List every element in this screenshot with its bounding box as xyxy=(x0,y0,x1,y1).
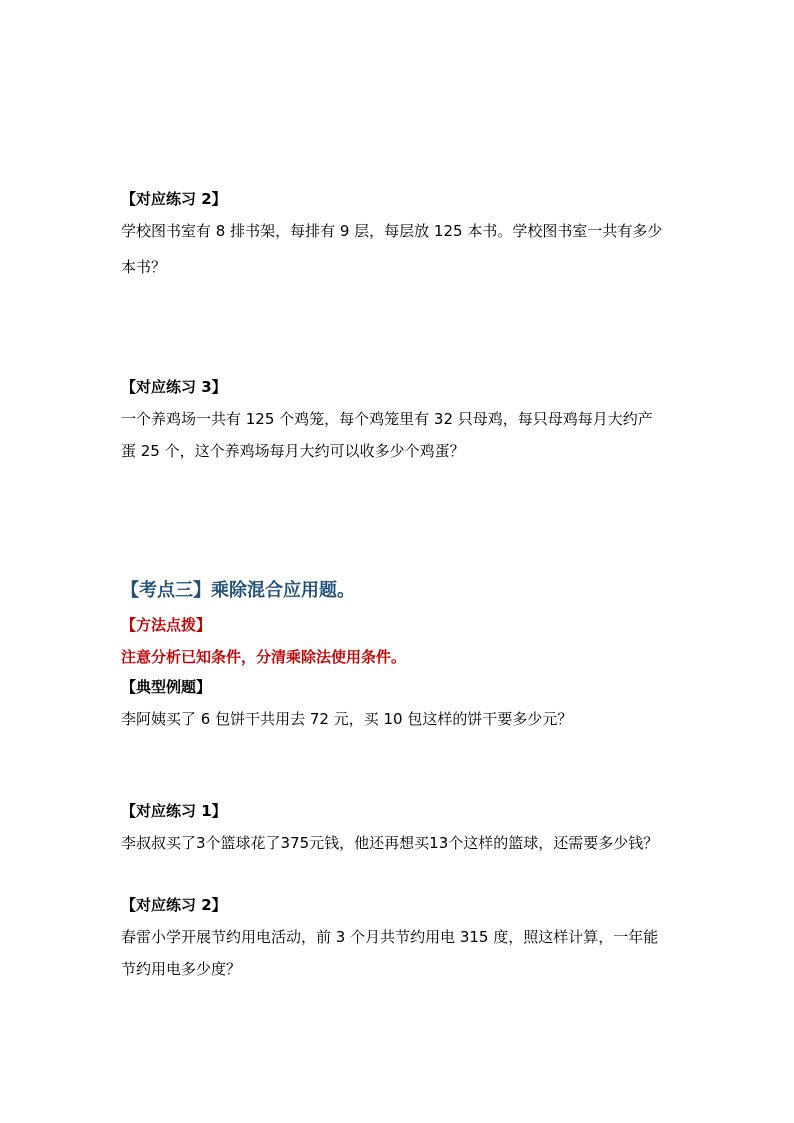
practice-b2-question-line-1: 春雷小学开展节约用电活动，前 3 个月共节约用电 315 度，照这样计算，一年能 xyxy=(121,928,659,946)
practice-b1-question: 李叔叔买了3个篮球花了375元钱，他还再想买13个这样的篮球，还需要多少钱？ xyxy=(121,834,659,852)
practice-2-question-line-2: 本书？ xyxy=(121,258,167,276)
practice-2-heading: 【对应练习 2】 xyxy=(121,190,227,208)
practice-b1-heading: 【对应练习 1】 xyxy=(121,802,227,820)
method-heading: 【方法点拨】 xyxy=(121,616,212,634)
practice-3-question-line-2: 蛋 25 个，这个养鸡场每月大约可以收多少个鸡蛋？ xyxy=(121,442,465,460)
practice-b2-question-line-2: 节约用电多少度？ xyxy=(121,960,242,978)
example-heading: 【典型例题】 xyxy=(121,678,212,696)
example-question: 李阿姨买了 6 包饼干共用去 72 元，买 10 包这样的饼干要多少元？ xyxy=(121,710,573,728)
practice-3-heading: 【对应练习 3】 xyxy=(121,378,227,396)
practice-2-question-line-1: 学校图书室有 8 排书架，每排有 9 层，每层放 125 本书。学校图书室一共有多少 xyxy=(121,222,663,240)
method-text: 注意分析已知条件，分清乘除法使用条件。 xyxy=(121,648,407,666)
practice-3-question-line-1: 一个养鸡场一共有 125 个鸡笼，每个鸡笼里有 32 只母鸡，每只母鸡每月大约产 xyxy=(121,410,653,428)
practice-b2-heading: 【对应练习 2】 xyxy=(121,896,227,914)
section-3-title: 【考点三】乘除混合应用题。 xyxy=(121,580,355,601)
